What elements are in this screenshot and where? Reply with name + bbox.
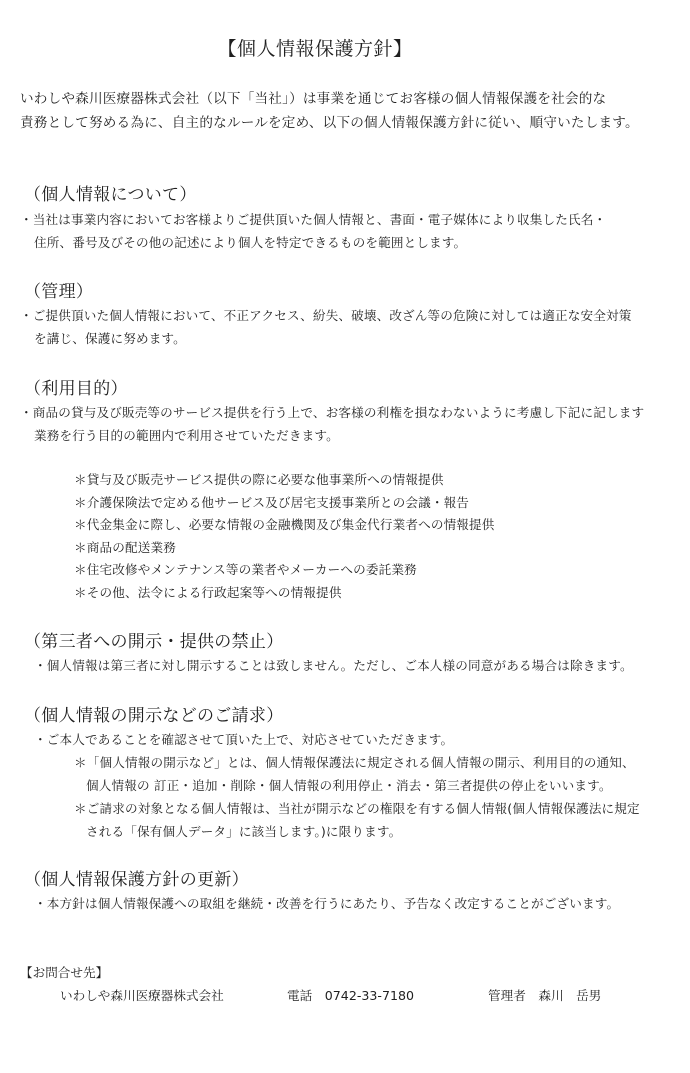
section-management-line-1: ・ご提供頂いた個人情報において、不正アクセス、紛失、破壊、改ざん等の危険に対しては適正な安全対策 bbox=[20, 308, 632, 323]
purpose-item: ＊その他、法令による行政起案等への情報提供 bbox=[74, 585, 342, 600]
purpose-item: ＊貸与及び販売サービス提供の際に必要な他事業所への情報提供 bbox=[74, 472, 444, 487]
contact-manager: 管理者 森川 岳男 bbox=[488, 988, 602, 1003]
page-title: 【個人情報保護方針】 bbox=[217, 38, 413, 60]
section-about-line-1: ・当社は事業内容においてお客様よりご提供頂いた個人情報と、書面・電子媒体により収集した氏名・ bbox=[20, 212, 607, 227]
purpose-item: ＊介護保険法で定める他サービス及び居宅支援事業所との会議・報告 bbox=[74, 495, 470, 510]
section-third-party-line-1: ・個人情報は第三者に対し開示することは致しません。ただし、ご本人様の同意がある場合は除きます。 bbox=[34, 658, 633, 673]
contact-phone: 電話 0742-33-7180 bbox=[287, 988, 414, 1003]
contact-company: いわしや森川医療器株式会社 bbox=[60, 988, 224, 1003]
section-heading-update: （個人情報保護方針の更新） bbox=[24, 870, 249, 890]
section-heading-disclosure: （個人情報の開示などのご請求） bbox=[24, 706, 284, 726]
section-heading-about: （個人情報について） bbox=[24, 185, 197, 205]
intro-line-1: いわしや森川医療器株式会社（以下「当社」）は事業を通じてお客様の個人情報保護を社会的な bbox=[20, 91, 607, 107]
disclosure-note: ＊「個人情報の開示など」とは、個人情報保護法に規定される個人情報の開示、利用目的の通知、 bbox=[74, 755, 635, 770]
section-heading-third-party: （第三者への開示・提供の禁止） bbox=[24, 632, 284, 652]
contact-label: 【お問合せ先】 bbox=[20, 965, 109, 980]
section-disclosure-line-1: ・ご本人であることを確認させて頂いた上で、対応させていただきます。 bbox=[34, 732, 454, 747]
disclosure-note: ＊ご請求の対象となる個人情報は、当社が開示などの権限を有する個人情報(個人情報保護法に規定 bbox=[74, 801, 640, 816]
section-management-line-2: を講じ、保護に努めます。 bbox=[34, 331, 186, 346]
section-about-line-2: 住所、番号及びその他の記述により個人を特定できるものを範囲とします。 bbox=[34, 235, 467, 250]
disclosure-note: される「保有個人データ」に該当します。)に限ります。 bbox=[86, 824, 402, 839]
purpose-item: ＊住宅改修やメンテナンス等の業者やメーカーへの委託業務 bbox=[74, 562, 417, 577]
section-heading-purpose: （利用目的） bbox=[24, 379, 128, 399]
section-heading-management: （管理） bbox=[24, 282, 94, 302]
section-purpose-line-2: 業務を行う目的の範囲内で利用させていただきます。 bbox=[34, 428, 339, 443]
intro-line-2: 責務として努める為に、自主的なルールを定め、以下の個人情報保護方針に従い、順守いたします。 bbox=[20, 115, 639, 131]
section-purpose-line-1: ・商品の貸与及び販売等のサービス提供を行う上で、お客様の利権を損なわないように考慮し下記に記します bbox=[20, 405, 645, 420]
purpose-item: ＊代金集金に際し、必要な情報の金融機関及び集金代行業者への情報提供 bbox=[74, 517, 495, 532]
purpose-item: ＊商品の配送業務 bbox=[74, 540, 176, 555]
section-update-line-1: ・本方針は個人情報保護への取組を継続・改善を行うにあたり、予告なく改定することがございます。 bbox=[34, 896, 620, 911]
disclosure-note: 個人情報の 訂正・追加・削除・個人情報の利用停止・消去・第三者提供の停止をいいます。 bbox=[86, 778, 612, 793]
